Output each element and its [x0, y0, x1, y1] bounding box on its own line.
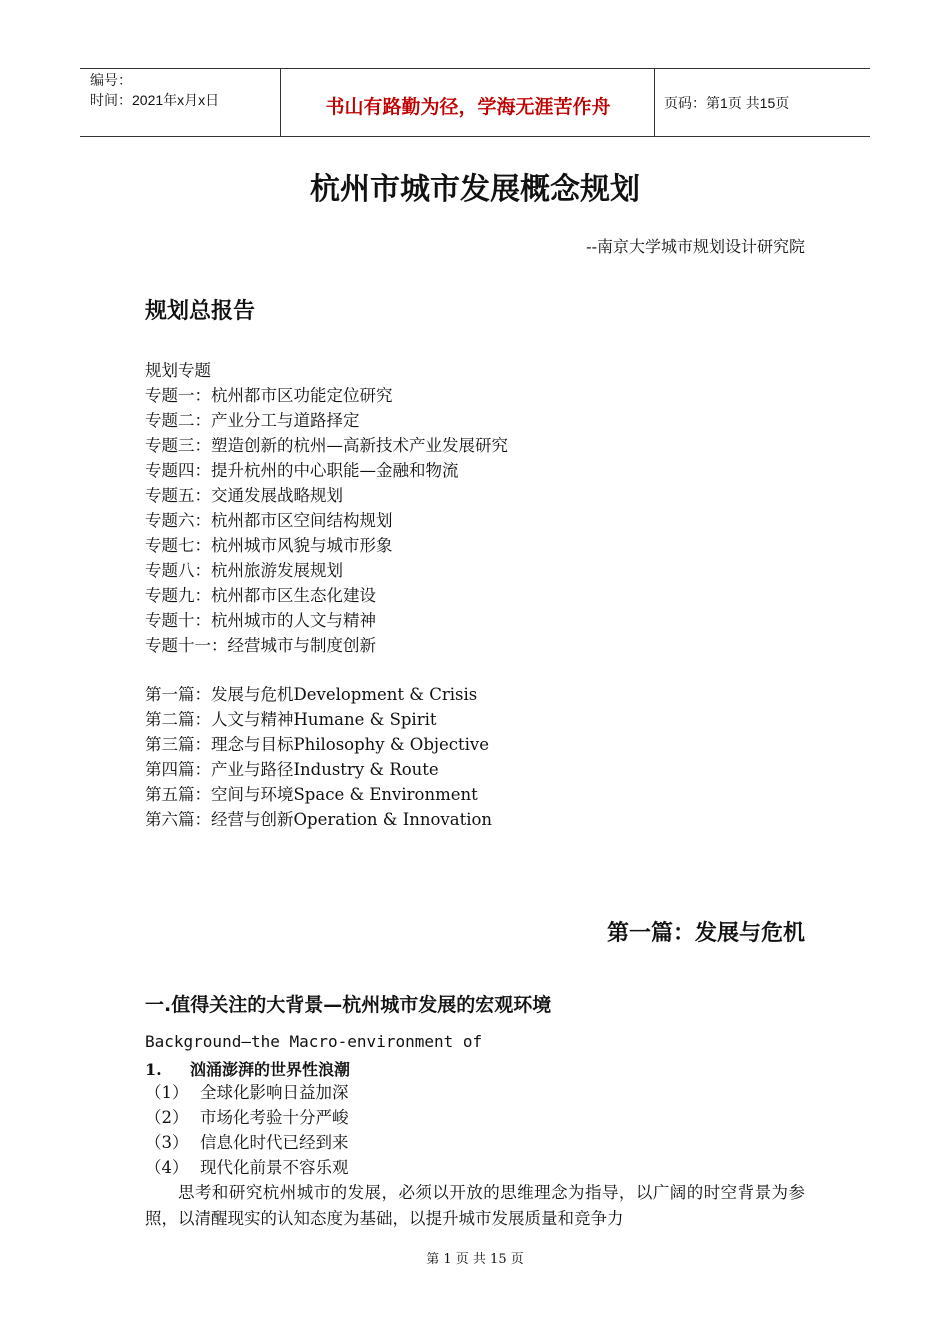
trend-item: [145, 1155, 349, 1180]
trend-text: 信息化时代已经到来: [200, 1133, 349, 1152]
header-date-label: 时间：2021年x月x日: [90, 92, 220, 108]
trend-number: （4）: [145, 1158, 189, 1177]
topic-item: 专题二：产业分工与道路择定: [145, 411, 360, 430]
trend-number: （3）: [145, 1133, 189, 1152]
trend-item: [145, 1080, 349, 1105]
topic-item: 专题八：杭州旅游发展规划: [145, 561, 343, 580]
trend-text: 全球化影响日益加深: [200, 1083, 349, 1102]
header-divider-left: [280, 68, 281, 136]
topic-item: 专题五：交通发展战略规划: [145, 486, 343, 505]
header-meta: [90, 70, 219, 110]
chapter-heading: 一.值得关注的大背景—杭州城市发展的宏观环境: [145, 994, 552, 1016]
part-heading: 第一篇：发展与危机: [606, 921, 805, 946]
subsection-heading: [145, 1057, 350, 1080]
topic-item: 专题九：杭州都市区生态化建设: [145, 586, 376, 605]
body-paragraph: 思考和研究杭州城市的发展，必须以开放的思维理念为指导，以广阔的时空背景为参照，以清醒现实的认知态度为基础，以提升城市发展质量和竞争力: [145, 1183, 805, 1228]
header-divider-right: [654, 68, 655, 136]
page-footer: 第 1 页 共 15 页: [426, 1252, 524, 1267]
topic-item: 专题十一：经营城市与制度创新: [145, 636, 376, 655]
trend-number: （1）: [145, 1083, 189, 1102]
header-bottom-rule: [80, 136, 870, 137]
topic-item: 规划专题: [145, 361, 211, 380]
document-author: --南京大学城市规划设计研究院: [586, 237, 805, 256]
section-title: 规划总报告: [145, 299, 256, 324]
document-title: 杭州市城市发展概念规划: [310, 172, 640, 207]
trend-list: [145, 1080, 349, 1180]
topic-item: 专题三：塑造创新的杭州—高新技术产业发展研究: [145, 436, 508, 455]
part-list: [145, 682, 492, 832]
part-item: 第三篇：理念与目标Philosophy & Objective: [145, 735, 490, 754]
part-item: 第四篇：产业与路径Industry & Route: [145, 760, 439, 779]
trend-text: 市场化考验十分严峻: [200, 1108, 349, 1127]
header-number-label: 编号：: [90, 72, 132, 88]
trend-text: 现代化前景不容乐观: [200, 1158, 349, 1177]
header-top-rule: [80, 68, 870, 69]
header-motto: 书山有路勤为径，学海无涯苦作舟: [325, 97, 611, 118]
topic-item: 专题十：杭州城市的人文与精神: [145, 611, 376, 630]
trend-item: [145, 1105, 349, 1130]
subsection-number: 1.: [145, 1060, 162, 1079]
topic-item: 专题四：提升杭州的中心职能—金融和物流: [145, 461, 459, 480]
subsection-text: 汹涌澎湃的世界性浪潮: [190, 1060, 351, 1079]
header-page-label: 页码：第1页 共15页: [664, 95, 790, 111]
trend-number: （2）: [145, 1108, 189, 1127]
topic-list: [145, 358, 508, 658]
background-line: Background—the Macro-environment of: [145, 1032, 483, 1051]
trend-item: [145, 1130, 349, 1155]
topic-item: 专题六：杭州都市区空间结构规划: [145, 511, 393, 530]
part-item: 第六篇：经营与创新Operation & Innovation: [145, 810, 493, 829]
part-item: 第二篇：人文与精神Humane & Spirit: [145, 710, 437, 729]
topic-item: 专题一：杭州都市区功能定位研究: [145, 386, 393, 405]
part-item: 第一篇：发展与危机Development & Crisis: [145, 685, 478, 704]
part-item: 第五篇：空间与环境Space & Environment: [145, 785, 478, 804]
topic-item: 专题七：杭州城市风貌与城市形象: [145, 536, 393, 555]
